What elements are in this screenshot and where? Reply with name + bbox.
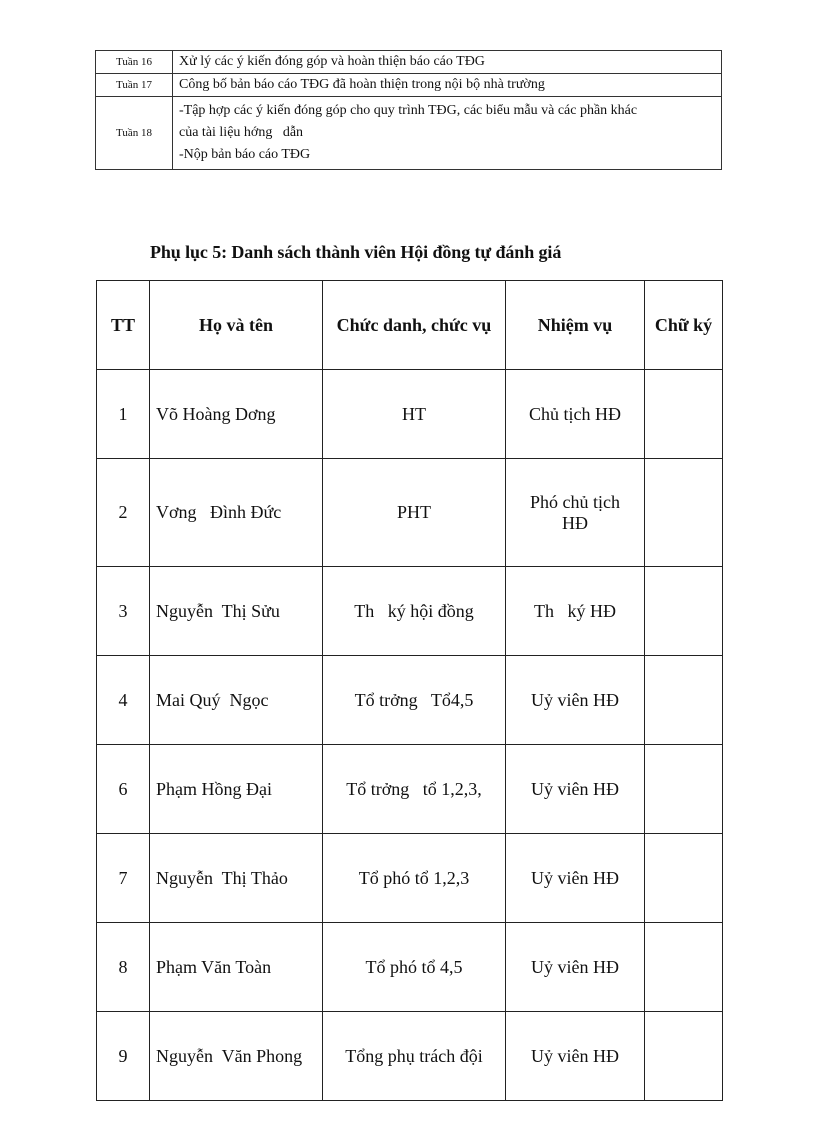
tt-cell: 4 [97,656,150,745]
header-tt: TT [97,281,150,370]
tt-cell: 3 [97,567,150,656]
task-cell [173,97,722,170]
duty-cell: Uỷ viên HĐ [506,1012,645,1101]
table-row [96,51,722,74]
name-cell: Mai Quý Ngọc [150,656,323,745]
tt-cell: 1 [97,370,150,459]
members-table [96,280,723,1101]
table-row [97,567,723,656]
tt-cell: 2 [97,459,150,567]
position-cell: HT [323,370,506,459]
position-cell: Th ký hội đồng [323,567,506,656]
duty-cell: Th ký HĐ [506,567,645,656]
name-cell: Phạm Văn Toàn [150,923,323,1012]
appendix-title: Phụ lục 5: Danh sách thành viên Hội đồng tự đánh giá [150,242,562,262]
position-cell: Tổ phó tổ 1,2,3 [323,834,506,923]
table-row [96,74,722,97]
name-cell: Phạm Hồng Đại [150,745,323,834]
name-cell: Nguyễn Văn Phong [150,1012,323,1101]
header-row [97,281,723,370]
duty-cell: Uỷ viên HĐ [506,656,645,745]
table-row [97,459,723,567]
tt-cell: 7 [97,834,150,923]
header-position: Chức danh, chức vụ [323,281,506,370]
task-line: Xử lý các ý kiến đóng góp và hoàn thiện báo cáo TĐG [179,54,485,69]
position-cell: Tổ trởng Tổ4,5 [323,656,506,745]
signature-cell [645,459,723,567]
header-name: Họ và tên [150,281,323,370]
name-cell: Nguyễn Thị Thảo [150,834,323,923]
duty-cell: Uỷ viên HĐ [506,923,645,1012]
tt-cell: 8 [97,923,150,1012]
task-line: Công bố bản báo cáo TĐG đã hoàn thiện trong nội bộ nhà trường [179,77,545,92]
task-line: của tài liệu hớng dẫn [179,125,304,140]
name-cell: Võ Hoàng Dơng [150,370,323,459]
duty-cell: Uỷ viên HĐ [506,834,645,923]
table-row [97,370,723,459]
duty-cell: Chủ tịch HĐ [506,370,645,459]
position-cell: Tổ phó tổ 4,5 [323,923,506,1012]
task-line: -Tập hợp các ý kiến đóng góp cho quy trình TĐG, các biểu mẫu và các phần khác [179,103,638,118]
signature-cell [645,1012,723,1101]
position-cell: Tổng phụ trách đội [323,1012,506,1101]
table-row [96,97,722,170]
name-cell: Nguyễn Thị Sửu [150,567,323,656]
signature-cell [645,745,723,834]
signature-cell [645,656,723,745]
position-cell: Tổ trởng tổ 1,2,3, [323,745,506,834]
tt-cell: 6 [97,745,150,834]
task-line: -Nộp bản báo cáo TĐG [179,147,311,162]
table-row [97,834,723,923]
duty-cell: Uỷ viên HĐ [506,745,645,834]
week-cell: Tuần 17 [96,74,173,97]
header-signature: Chữ ký [645,281,723,370]
table-row [97,745,723,834]
duty-cell: Phó chủ tịch HĐ [506,459,645,567]
signature-cell [645,567,723,656]
position-cell: PHT [323,459,506,567]
header-duty: Nhiệm vụ [506,281,645,370]
tt-cell: 9 [97,1012,150,1101]
task-cell [173,51,722,74]
week-cell: Tuần 16 [96,51,173,74]
signature-cell [645,834,723,923]
task-cell [173,74,722,97]
signature-cell [645,923,723,1012]
schedule-table [95,50,722,170]
table-row [97,923,723,1012]
name-cell: Vơng Đình Đức [150,459,323,567]
week-cell: Tuần 18 [96,97,173,170]
table-row [97,1012,723,1101]
signature-cell [645,370,723,459]
table-row [97,656,723,745]
